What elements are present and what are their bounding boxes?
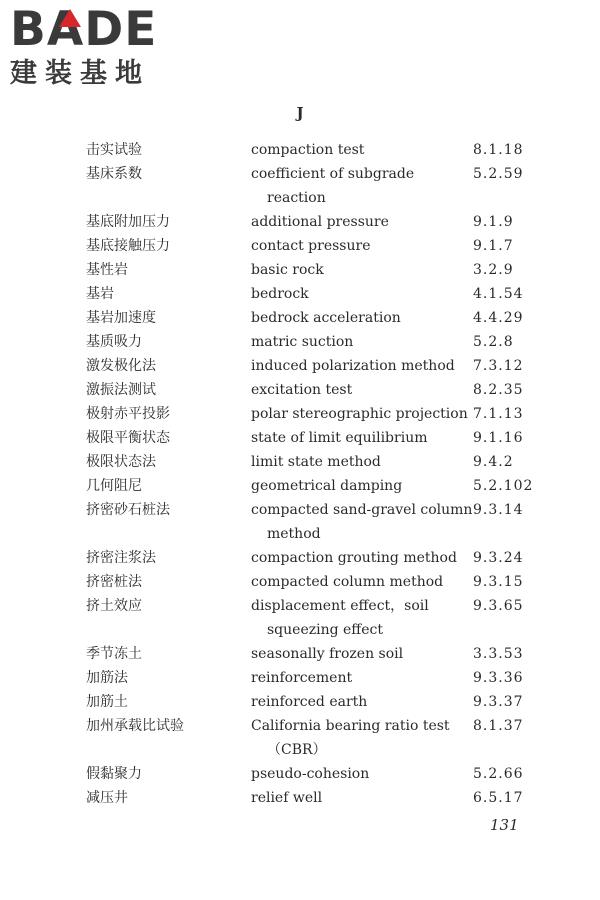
logo-red-triangle-icon (59, 9, 81, 27)
term-english (251, 570, 466, 594)
term-chinese: 激发极化法 (86, 358, 156, 374)
term-english-line: state of limit equilibrium (251, 430, 428, 446)
glossary-entry (0, 306, 600, 330)
term-chinese: 基性岩 (86, 262, 128, 278)
term-english (251, 138, 466, 162)
term-english-line: limit state method (251, 454, 381, 470)
section-reference: 9.3.65 (473, 598, 524, 614)
term-english (251, 474, 466, 498)
section-reference: 9.3.37 (473, 694, 524, 710)
term-english-line: reinforcement (251, 670, 353, 686)
term-english-line: seasonally frozen soil (251, 646, 404, 662)
term-chinese: 挤土效应 (86, 598, 142, 614)
term-chinese: 激振法测试 (86, 382, 156, 398)
logo-wordmark: BADE (10, 2, 158, 57)
section-reference: 9.1.16 (473, 430, 524, 446)
term-chinese: 基岩加速度 (86, 310, 156, 326)
term-english (251, 546, 466, 570)
glossary-entry (0, 378, 600, 402)
term-chinese: 极限状态法 (86, 454, 156, 470)
section-reference: 8.1.37 (473, 718, 524, 734)
glossary-entry (0, 402, 600, 426)
term-english-line: relief well (251, 790, 323, 806)
term-english (251, 354, 466, 378)
term-english-line: compacted column method (251, 574, 444, 590)
term-english-line: matric suction (251, 334, 354, 350)
term-chinese: 基质吸力 (86, 334, 142, 350)
section-reference: 3.2.9 (473, 262, 514, 278)
term-english-line: induced polarization method (251, 358, 455, 374)
term-english (251, 666, 466, 690)
glossary-entry (0, 666, 600, 690)
glossary-entry (0, 354, 600, 378)
glossary-entry (0, 330, 600, 354)
section-reference: 4.1.54 (473, 286, 524, 302)
glossary-entry (0, 762, 600, 786)
glossary-entry (0, 714, 600, 762)
term-chinese: 减压井 (86, 790, 128, 806)
glossary-entry (0, 570, 600, 594)
term-english-line: （CBR） (267, 742, 327, 758)
term-english-line: displacement effect，soil (251, 598, 429, 614)
glossary-entry (0, 258, 600, 282)
section-reference: 5.2.8 (473, 334, 514, 350)
term-english (251, 426, 466, 450)
term-english-line: compaction test (251, 142, 365, 158)
glossary-entry (0, 642, 600, 666)
page-number: 131 (490, 816, 519, 834)
term-english (251, 594, 466, 642)
section-reference: 4.4.29 (473, 310, 524, 326)
section-heading: J (296, 104, 304, 122)
section-reference: 9.3.24 (473, 550, 524, 566)
term-english (251, 282, 466, 306)
term-english-line: compaction grouting method (251, 550, 457, 566)
section-reference: 9.3.14 (473, 502, 524, 518)
glossary-entry (0, 210, 600, 234)
term-english-line: reaction (267, 190, 326, 206)
term-english-line: contact pressure (251, 238, 371, 254)
term-english-line: geometrical damping (251, 478, 403, 494)
term-chinese: 基岩 (86, 286, 114, 302)
glossary-entry (0, 282, 600, 306)
section-reference: 7.3.12 (473, 358, 524, 374)
term-english (251, 786, 466, 810)
term-chinese: 挤密注浆法 (86, 550, 156, 566)
section-reference: 3.3.53 (473, 646, 524, 662)
term-english-line: method (267, 526, 321, 542)
term-english-line: California bearing ratio test (251, 718, 450, 734)
term-english-line: basic rock (251, 262, 324, 278)
section-reference: 5.2.59 (473, 166, 524, 182)
term-english-line: excitation test (251, 382, 353, 398)
section-reference: 9.1.9 (473, 214, 514, 230)
section-reference: 9.3.15 (473, 574, 524, 590)
term-chinese: 基底接触压力 (86, 238, 170, 254)
term-english-line: polar stereographic projection (251, 406, 468, 422)
term-english-line: squeezing effect (267, 622, 383, 638)
term-chinese: 击实试验 (86, 142, 142, 158)
term-english (251, 258, 466, 282)
glossary-list (0, 138, 600, 810)
glossary-entry (0, 426, 600, 450)
term-english (251, 210, 466, 234)
term-english (251, 642, 466, 666)
section-reference: 5.2.102 (473, 478, 534, 494)
section-reference: 8.2.35 (473, 382, 524, 398)
term-english (251, 378, 466, 402)
glossary-entry (0, 234, 600, 258)
term-english (251, 450, 466, 474)
term-chinese: 基底附加压力 (86, 214, 170, 230)
section-reference: 8.1.18 (473, 142, 524, 158)
glossary-entry (0, 546, 600, 570)
glossary-entry (0, 450, 600, 474)
glossary-entry (0, 690, 600, 714)
term-english (251, 234, 466, 258)
term-english-line: pseudo-cohesion (251, 766, 370, 782)
glossary-entry (0, 786, 600, 810)
term-chinese: 极限平衡状态 (86, 430, 170, 446)
term-chinese: 挤密砂石桩法 (86, 502, 170, 518)
term-chinese: 加州承载比试验 (86, 718, 184, 734)
term-english-line: coefficient of subgrade (251, 166, 415, 182)
term-chinese: 极射赤平投影 (86, 406, 170, 422)
term-chinese: 假黏聚力 (86, 766, 142, 782)
glossary-entry (0, 498, 600, 546)
term-english (251, 306, 466, 330)
term-chinese: 挤密桩法 (86, 574, 142, 590)
bade-logo (10, 2, 180, 90)
term-english (251, 762, 466, 786)
section-reference: 5.2.66 (473, 766, 524, 782)
section-reference: 9.3.36 (473, 670, 524, 686)
section-reference: 9.1.7 (473, 238, 514, 254)
glossary-entry (0, 474, 600, 498)
term-chinese: 加筋法 (86, 670, 128, 686)
term-english-line: bedrock (251, 286, 309, 302)
section-reference: 7.1.13 (473, 406, 524, 422)
term-chinese: 加筋土 (86, 694, 128, 710)
glossary-entry (0, 138, 600, 162)
term-english (251, 162, 466, 210)
term-english-line: additional pressure (251, 214, 389, 230)
term-english-line: compacted sand-gravel column (251, 502, 473, 518)
term-chinese: 基床系数 (86, 166, 142, 182)
term-chinese: 几何阻尼 (86, 478, 142, 494)
section-reference: 6.5.17 (473, 790, 524, 806)
logo-subtitle: 建装基地 (10, 58, 150, 89)
section-reference: 9.4.2 (473, 454, 514, 470)
term-english (251, 498, 473, 546)
term-english (251, 402, 466, 426)
term-english (251, 330, 466, 354)
term-english-line: reinforced earth (251, 694, 368, 710)
term-english (251, 690, 466, 714)
term-english-line: bedrock acceleration (251, 310, 401, 326)
term-english (251, 714, 466, 762)
term-chinese: 季节冻土 (86, 646, 142, 662)
glossary-entry (0, 162, 600, 210)
glossary-entry (0, 594, 600, 642)
